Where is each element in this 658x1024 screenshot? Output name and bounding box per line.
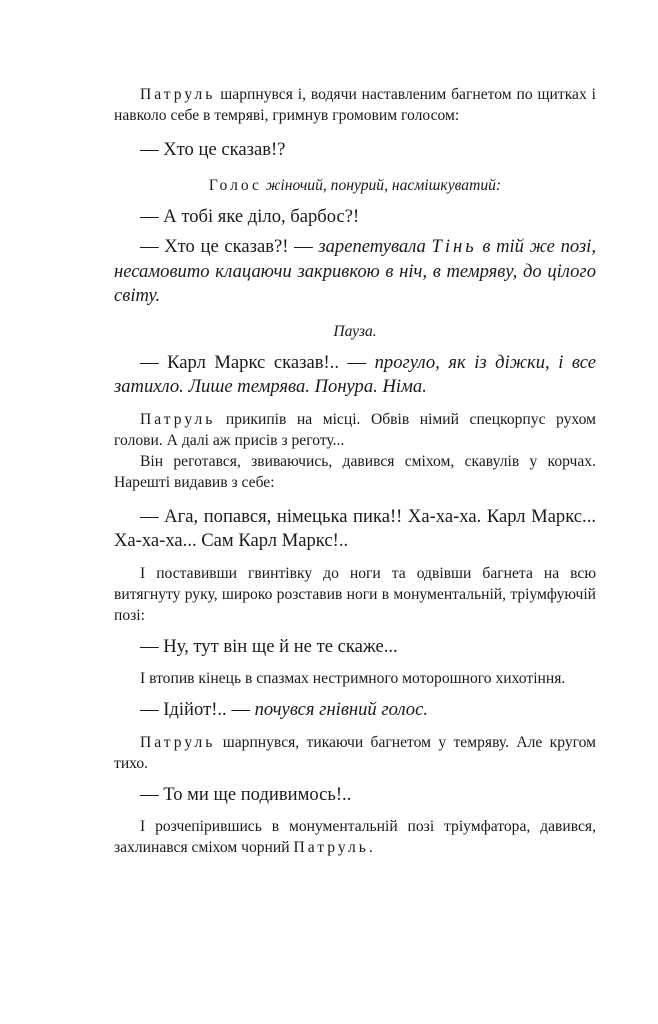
paragraph-3 [114,175,596,196]
narration-text: І розчепірившись в монументальній позі тріумфатора, давився, захлинався сміхом чорний [114,818,596,856]
stage-direction: прогуло, як із діжки, і все затихло. Лише темрява. Понура. Німа. [114,351,596,397]
dialogue-line: — Ну, тут він ще й не те скаже... [140,635,398,657]
paragraph-10 [114,505,596,554]
narration-text: прикипів на місці. Обвів німий спецкорпус рухом голови. А далі аж присів з реготу... [114,410,596,449]
paragraph-1 [114,84,596,126]
dialogue-line: — То ми ще подивимось!.. [140,783,352,805]
paragraph-5 [114,235,596,309]
dialogue-line: — Карл Маркс сказав!.. — [140,351,375,373]
narration-text: шарпнувся, тикаючи багнетом у темряву. Але кругом тихо. [114,733,596,772]
narration-text: І поставивши гвинтівку до ноги та одвівши багнета на всю витягнуту руку, широко розставив ноги в монументальній, тріумфуючій позі: [114,564,596,624]
stage-direction: зарепетувала [318,236,432,257]
speaker-name: Патруль [140,410,216,428]
narration-text: Він реготався, звиваючись, давився сміхом, скавулів у корчах. Нарешті видавив з себе: [114,452,596,491]
book-page [114,84,596,858]
paragraph-14 [114,698,596,723]
paragraph-2 [114,138,596,163]
paragraph-11 [114,563,596,626]
speaker-name: Патруль [140,86,216,103]
paragraph-8 [114,409,596,451]
speaker-name: Патруль [140,733,216,751]
dialogue-line: — А тобі яке діло, барбос?! [140,205,360,227]
paragraph-4 [114,205,596,230]
paragraph-9 [114,451,596,493]
paragraph-6 [114,321,596,342]
paragraph-12 [114,635,596,660]
speaker-name: Патруль [293,839,369,856]
paragraph-16 [114,783,596,808]
dialogue-line: — Хто це сказав?! — [140,236,319,257]
stage-direction: почувся гнівний голос. [254,699,428,720]
narration-text: . [368,839,373,856]
dialogue-line: — Ідійот!.. — [140,699,255,720]
speaker-name: Голос [208,176,262,194]
dialogue-line: — Хто це сказав!? [140,139,286,160]
stage-direction: в тій же позі, несамовито клацаючи закривкою в ніч, в темряву, до цілого світу. [114,236,596,306]
speaker-name: Тінь [431,236,477,257]
dialogue-line: — Ага, попався, німецька пика!! Ха-ха-ха. Карл Маркс... Ха-ха-ха... Сам Карл Маркс!.. [114,505,596,551]
narration-text: І втопив кінець в спазмах нестримного моторошного хихотіння. [140,670,566,687]
paragraph-13 [114,668,596,689]
stage-direction: Пауза. [333,322,377,340]
paragraph-17 [114,816,596,858]
narration-text: шарпнувся і, водячи наставленим багнетом по щитках і навколо себе в темряві, гримнув громовим голосом: [114,86,596,124]
paragraph-7 [114,351,596,400]
stage-direction: жіночий, понурий, насмішкуватий: [261,176,502,194]
paragraph-15 [114,732,596,774]
